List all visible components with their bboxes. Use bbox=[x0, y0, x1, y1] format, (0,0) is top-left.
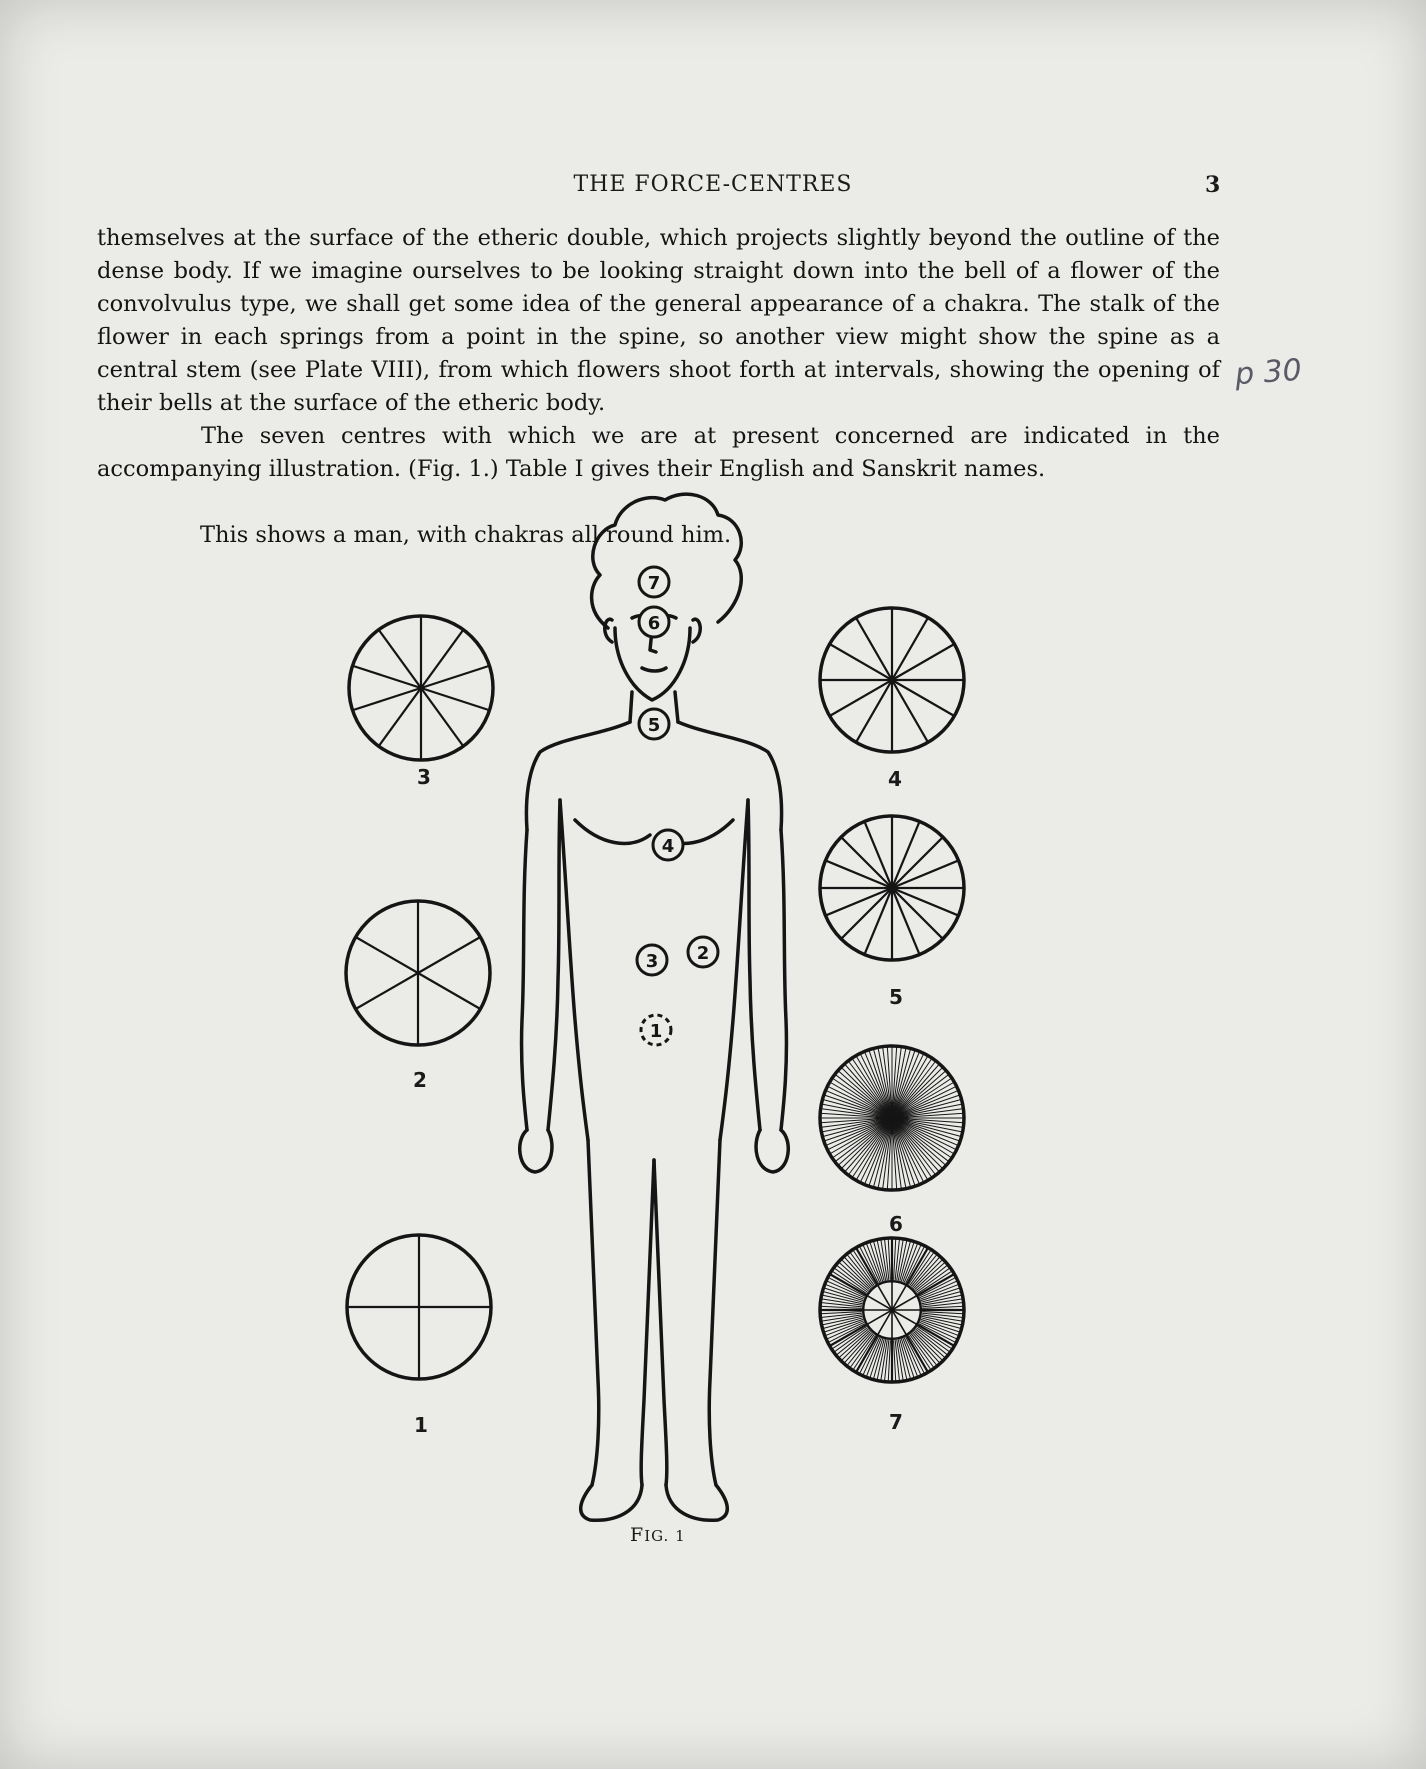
chakra-wheel-1 bbox=[347, 1235, 491, 1379]
body-marker-label: 6 bbox=[647, 613, 661, 634]
body-marker-label: 2 bbox=[696, 943, 710, 964]
chakra-wheel-5 bbox=[820, 816, 964, 960]
paragraph-1: themselves at the surface of the etheric double, which projects slightly beyond the outline of the dense body. If we imagine ourselves to be looking straight down into the bell of a flower of the convolvulus type, we shall get some idea of the general appearance of a chakra. The stalk of the flower in each springs from a point in the spine, so another view might show the spine as a central stem (see Plate VIII), from which flowers shoot forth at intervals, showing the opening of their bells at the surface of the etheric body. bbox=[97, 225, 1220, 416]
human-figure-outline bbox=[520, 494, 789, 1520]
wheel-label-5: 5 bbox=[889, 985, 903, 1009]
figure-caption-initial: F bbox=[630, 1524, 645, 1546]
body-marker-1 bbox=[641, 1015, 671, 1045]
body-marker-4 bbox=[653, 830, 683, 860]
body-marker-3 bbox=[637, 945, 667, 975]
wheel-label-1: 1 bbox=[414, 1413, 428, 1437]
body-marker-7 bbox=[639, 567, 669, 597]
wheel-label-2: 2 bbox=[413, 1068, 427, 1092]
running-head: THE FORCE-CENTRES bbox=[573, 172, 853, 197]
body-marker-6 bbox=[639, 607, 669, 637]
chakra-wheel-4 bbox=[820, 608, 964, 752]
body-marker-label: 5 bbox=[647, 715, 661, 736]
body-marker-2 bbox=[688, 937, 718, 967]
handwritten-caption-line: This shows a man, with chakras all round him. bbox=[200, 522, 732, 548]
chakra-wheel-6 bbox=[820, 1046, 964, 1190]
body-marker-label: 7 bbox=[647, 573, 661, 594]
body-chakra-markers bbox=[637, 567, 718, 1045]
paragraph-2: The seven centres with which we are at present concerned are indicated in the accompanying illustration. (Fig. 1.) Table I gives their English and Sanskrit names. bbox=[97, 423, 1220, 482]
chakra-wheel-7 bbox=[820, 1238, 964, 1382]
chakra-wheel-3 bbox=[349, 616, 493, 760]
page-number: 3 bbox=[1205, 172, 1221, 198]
body-marker-5 bbox=[639, 709, 669, 739]
wheel-label-3: 3 bbox=[417, 765, 431, 789]
body-marker-label: 1 bbox=[649, 1021, 663, 1042]
margin-annotation: p 30 bbox=[1233, 352, 1303, 393]
figure-caption-rest: IG. 1 bbox=[644, 1527, 686, 1545]
body-marker-label: 4 bbox=[661, 836, 675, 857]
wheel-label-6: 6 bbox=[889, 1212, 903, 1236]
chakra-wheel-2 bbox=[346, 901, 490, 1045]
wheel-label-7: 7 bbox=[889, 1410, 903, 1434]
figure-caption bbox=[630, 1524, 686, 1546]
body-marker-label: 3 bbox=[645, 951, 659, 972]
wheel-label-4: 4 bbox=[888, 767, 902, 791]
